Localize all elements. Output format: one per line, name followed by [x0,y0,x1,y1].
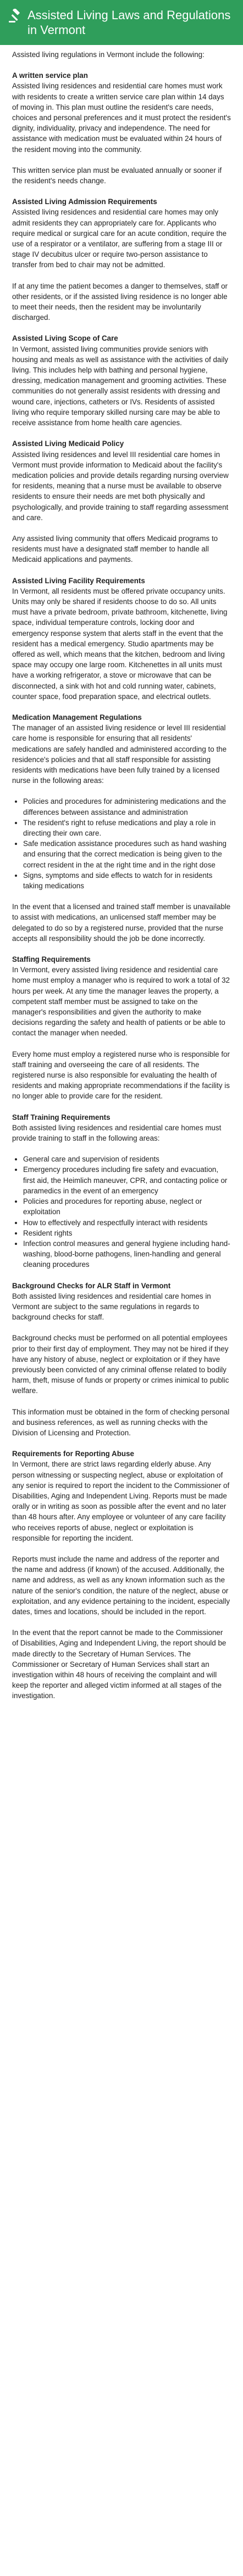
section [12,333,231,428]
section [12,1112,231,1270]
bullet-item: • Safe medication assistance procedures such as hand washing and ensuring that the correct medication is being given to the correct resident in the at the right time and in the right dose [23,838,231,870]
section [12,576,231,702]
section-paragraph: In Vermont, there are strict laws regarding elderly abuse. Any person witnessing or suspecting neglect, abuse or exploitation of any senior is required to report the incident to the Commissioner of Disabilities, Aging and Independent Living. Reports must be made orally or in writing as soon as possible after the event and no later than 48 hours after. Any employee or volunteer of any care facility who receives reports of abuse, neglect or exploitation is responsible for reporting the incident. [12,1460,230,1542]
section-heading: Assisted Living Scope of Care [12,334,118,343]
gavel-icon [8,9,22,23]
section-paragraph: Background checks must be performed on all potential employees prior to their first day of employment. They may not be hired if they have any history of abuse, neglect or exploitation or if they have previously been convicted of any criminal offense related to bodily harm, theft, misuse of funds or property or crimes inimical to public welfare. [12,1334,229,1395]
section-paragraph: In Vermont, every assisted living residence and residential care home must employ a manager who is required to work a total of 32 hours per week. At any time the manager leaves the property, a competent staff member must be assigned to take on the manager's responsibilities and given the authority to make decisions regarding the safety and health of patients or be able to contact the manager when needed. [12,966,230,1038]
page-title: Assisted Living Laws and Regulations in Vermont [27,8,231,37]
section [12,196,231,323]
bullet-item: • How to effectively and respectfully interact with residents [23,1217,231,1228]
bullet-list [12,1154,231,1270]
section-paragraph: In the event that a licensed and trained staff member is unavailable to assist with medications, an unlicensed staff member may be delegated to do so by a registered nurse, provided that the nurse accepts all responsibility should the job be done incorrectly. [12,903,231,943]
section-paragraph: In Vermont, all residents must be offered private occupancy units. Units may only be shared if residents choose to do so. All units must have a private bedroom, private bathroom, kitchenette, living space, individual temperature controls, locking door and emergency response system that alerts staff in the event that the resident has a medical emergency. Studio apartments may be offered as well, which means that the kitchen, bedroom and living space may occupy one large room. Kitchenettes in all units must have a working refrigerator, a stove or microwave that can be disconnected, a sink with hot and cold running water, cabinets, counter space, food preparation space, and electrical outlets. [12,587,228,701]
bullet-item: • Emergency procedures including fire safety and evacuation, first aid, the Heimlich maneuver, CPR, and contacting police or paramedics in the event of an emergency [23,1164,231,1196]
section [12,438,231,565]
bullet-item: • The resident's right to refuse medications and play a role in directing their own care. [23,818,231,838]
section-paragraph: Assisted living residences and residential care homes may only admit residents they can appropriately care for. Applicants who require medical or surgical care for an acute condition, require the use of a respirator or a ventilator, are suffering from a stage III or stage IV decubitus ulcer or require two-person assistance to transfer from bed to chair may not be admitted. [12,208,227,269]
bullet-item: • Resident rights [23,1228,231,1238]
section [12,70,231,186]
section-paragraph: In Vermont, assisted living communities provide seniors with housing and meals as well as assistance with the activities of daily living. This includes help with bathing and personal hygiene, dressing, medication management and grooming activities. These communities do not generally assist residents with dressing and wound care, injections, catheters or IVs. Residents of assisted living who require temporary skilled nursing care may be able to receive assistance from home health care agencies. [12,345,228,427]
section-heading: Requirements for Reporting Abuse [12,1450,134,1458]
article-body [0,45,243,1720]
bullet-item: • General care and supervision of residents [23,1154,231,1164]
section-heading: A written service plan [12,71,88,80]
section-paragraph: Assisted living residences and residential care homes must work with residents to create a written service care plan within 14 days of moving in. This plan must outline the resident's care needs, choices and personal preferences and it must protect the resident's dignity, individuality, privacy and independence. The need for assistance with medication must be evaluated within 24 hours of the resident moving into the community. [12,82,231,154]
intro-text: Assisted living regulations in Vermont include the following: [12,50,205,59]
section-paragraph: In the event that the report cannot be made to the Commissioner of Disabilities, Aging and Independent Living, the report should be made directly to the Secretary of Human Services. The Commissioner or Secretary of Human Services shall start an investigation within 48 hours of receiving the complaint and will keep the reporter and alleged victim informed at all stages of the investigation. [12,1628,227,1700]
section-paragraph: Reports must include the name and address of the reporter and the name and address (if known) of the accused. Additionally, the name and address, as well as any known information such as the nature of the senior's condition, the nature of the neglect, abuse or exploitation, and any evidence pertaining to the incident, especially dates, times and locations, should be included in the report. [12,1554,230,1616]
bullet-list [12,796,231,891]
section-heading: Staff Training Requirements [12,1113,111,1121]
section-heading: Assisted Living Medicaid Policy [12,439,124,448]
bullet-item: • Policies and procedures for reporting abuse, neglect or exploitation [23,1196,231,1217]
section-heading: Assisted Living Facility Requirements [12,576,145,585]
section [12,954,231,1102]
section-paragraph: Any assisted living community that offers Medicaid programs to residents must have a designated staff member to handle all Medicaid applications and payments. [12,534,218,564]
bullet-item: • Policies and procedures for administering medications and the differences between assistance and administration [23,796,231,817]
section-paragraph: This information must be obtained in the form of checking personal and business references, as well as running checks with the Division of Licensing and Protection. [12,1407,230,1437]
section-paragraph: Both assisted living residences and residential care homes must provide training to staff in the following areas: [12,1123,222,1143]
section-heading: Medication Management Regulations [12,713,142,721]
section [12,712,231,944]
section-paragraph: Both assisted living residences and residential care homes in Vermont are subject to the same regulations in regards to background checks for staff. [12,1292,211,1322]
page-header [0,0,243,45]
section-heading: Staffing Requirements [12,955,91,964]
section-paragraph: This written service plan must be evaluated annually or sooner if the resident's needs change. [12,166,222,185]
section-paragraph: Every home must employ a registered nurse who is responsible for staff training and overseeing the care of all residents. The registered nurse is also responsible for evaluating the health of residents and making appropriate recommendations if the facility is no longer able to provide care for the resident. [12,1050,230,1101]
section [12,1448,231,1701]
sections-container [12,70,231,1701]
section-heading: Assisted Living Admission Requirements [12,198,157,206]
section-paragraph: The manager of an assisted living residence or level III residential care home is responsible for ensuring that all residents' medications are safely handled and administered according to the residence's policies and that all staff responsible for assisting residents with medications have been fully trained by a licensed nurse in the following areas: [12,724,227,785]
section [12,1281,231,1439]
section-paragraph: If at any time the patient becomes a danger to themselves, staff or other residents, or if the assisted living residence is no longer able to meet their needs, then the resident may be involuntarily discharged. [12,281,228,322]
bullet-item: • Infection control measures and general hygiene including hand-washing, blood-borne pathogens, linen-handling and general cleaning procedures [23,1238,231,1270]
section-heading: Background Checks for ALR Staff in Vermont [12,1281,171,1290]
section-paragraph: Assisted living residences and level III residential care homes in Vermont must provide information to Medicaid about the facility's medication policies and provide details regarding nursing overview for residents, meaning that a nurse must be available to observe residents to ensure their needs are met both physically and psychologically, and provide training to staff regarding assessment and care. [12,450,229,522]
bullet-item: • Signs, symptoms and side effects to watch for in residents taking medications [23,870,231,891]
